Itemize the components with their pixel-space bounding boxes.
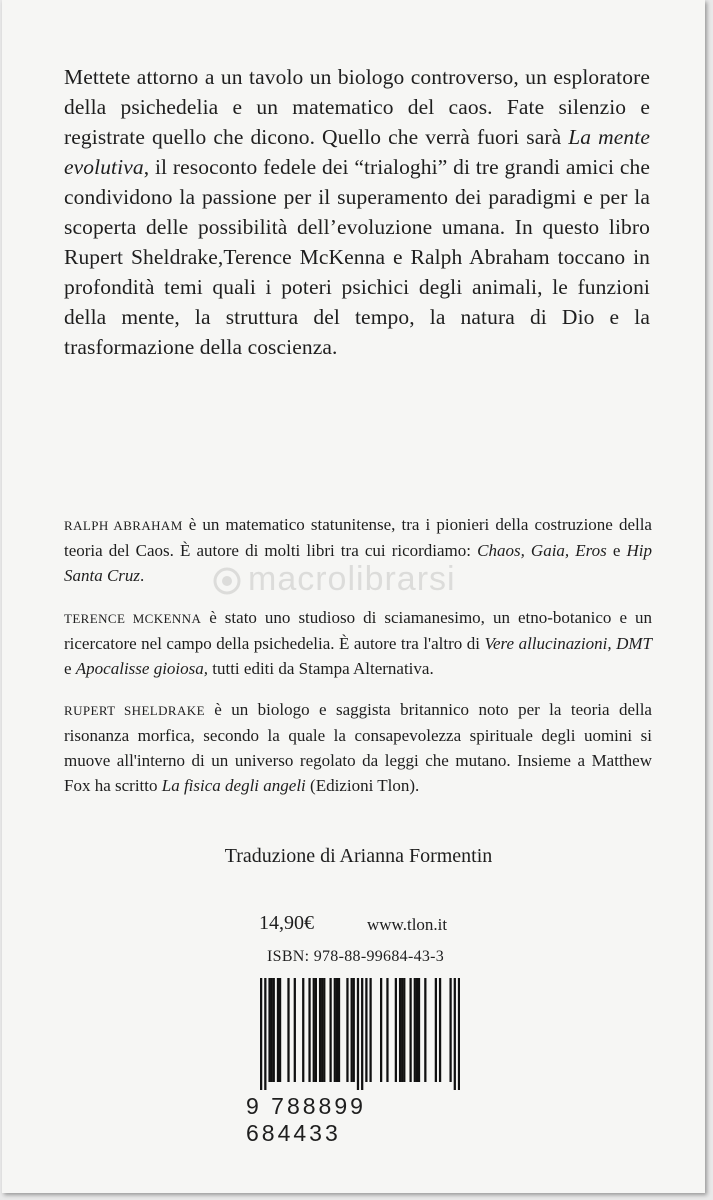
- barcode-bar: [399, 978, 401, 1082]
- barcode-bar: [279, 978, 281, 1082]
- barcode-bar: [424, 978, 426, 1082]
- isbn: ISBN: 978-88-99684-43-3: [267, 948, 445, 965]
- barcode-bar: [334, 978, 336, 1082]
- bio-book-title: Vere allucinazioni, DMT: [484, 634, 652, 653]
- barcode-bar: [268, 978, 270, 1082]
- barcode-bar: [346, 978, 348, 1082]
- barcode-bar: [260, 978, 262, 1090]
- barcode-bar: [386, 978, 388, 1082]
- barcode-bar: [454, 978, 456, 1090]
- bio-book-title: La fisica degli angeli: [161, 776, 306, 795]
- barcode-bar: [351, 978, 353, 1082]
- barcode-bar: [365, 978, 367, 1082]
- bio-book-title: Apocalisse gioiosa,: [75, 659, 209, 678]
- barcode-bar: [353, 978, 355, 1082]
- barcode-digits: 9 788899 684433: [246, 1093, 366, 1146]
- barcode-bar: [361, 978, 363, 1090]
- bio-text: è un biologo e saggista britannico noto per la teoria della risonanza morfica, secondo la quale la consapevolezza spirituale degli uomini si muove all'interno di un universo regolato da leggi che mutano. Insieme a Matthew Fox ha scritto: [64, 700, 652, 795]
- barcode-bar: [395, 978, 397, 1082]
- bio-book-title: Chaos, Gaia, Eros: [477, 541, 607, 560]
- barcode-bar: [458, 978, 460, 1090]
- barcode-bar: [273, 978, 275, 1082]
- barcode-bar: [308, 978, 310, 1082]
- barcode-bar: [277, 978, 279, 1082]
- bio-name: RALPH ABRAHAM: [64, 518, 183, 533]
- barcode-bar: [369, 978, 371, 1082]
- blurb-book-title: La mente evolutiva: [64, 125, 650, 179]
- barcode-bar: [409, 978, 411, 1082]
- translator-credit: Traduzione di Arianna Formentin: [224, 845, 493, 867]
- barcode-bar: [414, 978, 416, 1082]
- price: 14,90€: [259, 912, 314, 934]
- bio-book-title: Hip Santa Cruz: [64, 541, 652, 585]
- barcode-bar: [294, 978, 296, 1082]
- barcode-bar: [321, 978, 323, 1082]
- barcode-bar: [319, 978, 321, 1082]
- bio-ralph-abraham: [64, 512, 652, 588]
- blurb-part-1: Mettete attorno a un tavolo un biologo controverso, un esploratore della psichedelia e un matematico del caos. Fate silenzio e registrate quello che dicono. Quello che verrà fuori sarà: [64, 65, 650, 149]
- bio-text: è un matematico statunitense, tra i pionieri della costruzione della teoria del Caos. È autore di molti libri tra cui ricordiamo:: [64, 515, 652, 560]
- barcode-bar: [271, 978, 273, 1082]
- book-back-cover: [2, 0, 705, 1193]
- barcode-bar: [401, 978, 403, 1082]
- bio-rupert-sheldrake: [64, 697, 652, 798]
- barcode-bar: [336, 978, 338, 1082]
- barcode-bar: [323, 978, 325, 1082]
- barcode-bar: [302, 978, 304, 1082]
- barcode-bar: [416, 978, 418, 1082]
- bio-text: è stato uno studioso di sciamanesimo, un etno-botanico e un ricercatore nel campo della psichedelia. È autore tra l'altro di: [64, 608, 652, 653]
- blurb-part-2: , il resoconto fedele dei “trialoghi” di tre grandi amici che condividono la passione per il superamento dei paradigmi e per la scoperta delle possibilità dell’evoluzione umana. In questo libro Rupert Sheldrake,Terence McKenna e Ralph Abraham toccano in profondità temi quali i poteri psichici degli animali, le funzioni della mente, la struttura del tempo, la natura di Dio e la trasformazione della coscienza.: [64, 155, 650, 359]
- publisher-website: www.tlon.it: [367, 915, 448, 934]
- bio-text: (Edizioni Tlon).: [305, 776, 420, 795]
- barcode-bars: [260, 978, 460, 1090]
- barcode-bar: [313, 978, 315, 1082]
- barcode-bar: [418, 978, 420, 1082]
- barcode-bar: [439, 978, 441, 1082]
- blurb-text: [64, 62, 650, 362]
- barcode-bar: [287, 978, 289, 1082]
- barcode-bar: [315, 978, 317, 1082]
- barcode-bar: [403, 978, 405, 1082]
- bio-text: tutti editi da Stampa Alternativa.: [208, 659, 434, 678]
- barcode-bar: [357, 978, 359, 1090]
- barcode-bar: [338, 978, 340, 1082]
- bio-terence-mckenna: [64, 605, 652, 681]
- barcode-bar: [380, 978, 382, 1082]
- bio-text: e: [606, 541, 627, 560]
- barcode-bar: [449, 978, 451, 1082]
- watermark-text: macrolibrarsi: [248, 560, 456, 598]
- bio-name: RUPERT SHELDRAKE: [64, 703, 205, 718]
- bio-text: .: [140, 566, 145, 585]
- barcode-bar: [264, 978, 266, 1090]
- barcode-bar: [329, 978, 331, 1082]
- barcode-bar: [435, 978, 437, 1082]
- bio-text: e: [64, 659, 76, 678]
- bio-name: TERENCE MCKENNA: [64, 611, 202, 626]
